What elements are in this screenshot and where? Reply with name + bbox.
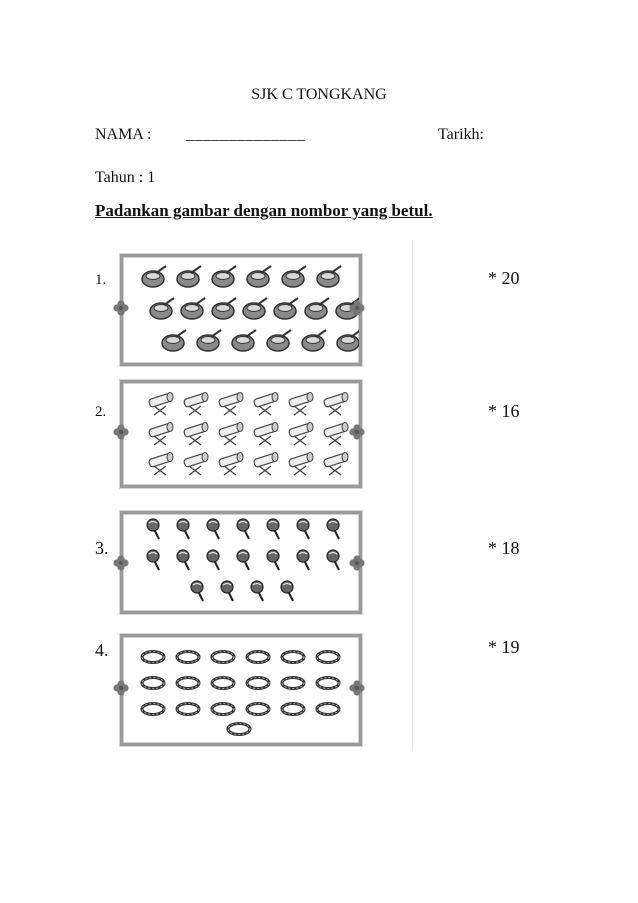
drum-on-stand-icon — [183, 423, 208, 446]
tambourine-ring-icon — [177, 678, 199, 689]
maracas-icon — [327, 519, 339, 539]
cymbal-pots-icon — [243, 298, 267, 319]
maracas-icon — [297, 519, 309, 539]
maracas-icon — [147, 550, 159, 570]
flower-ornament-icon — [113, 300, 129, 316]
drum-on-stand-icon — [218, 423, 243, 446]
cymbal-pots-icon — [274, 298, 298, 319]
answer-option-2[interactable]: * 16 — [488, 401, 520, 421]
cymbal-pots-icon — [247, 266, 271, 287]
question-number-3: 3. — [95, 538, 109, 558]
year-label: Tahun : 1 — [95, 169, 156, 186]
instruction-text: Padankan gambar dengan nombor yang betul. — [95, 201, 433, 220]
cymbal-pots-icon — [317, 266, 341, 287]
picture-frame-3[interactable] — [120, 511, 362, 614]
drum-on-stand-icon — [148, 453, 173, 476]
date-label: Tarikh: — [438, 126, 484, 143]
cymbal-pots-icon — [212, 266, 236, 287]
drum-on-stand-icon — [288, 453, 313, 476]
answer-option-4[interactable]: * 19 — [488, 637, 520, 657]
cymbal-pots-icon — [305, 298, 329, 319]
maracas-icon — [251, 581, 263, 601]
tambourine-ring-icon — [142, 704, 164, 715]
cymbal-pots-icon — [267, 330, 291, 351]
tambourine-ring-icon — [142, 678, 164, 689]
drum-on-stand-icon — [148, 423, 173, 446]
tambourine-ring-icon — [282, 652, 304, 663]
flower-ornament-icon — [113, 555, 129, 571]
column-divider — [412, 240, 413, 750]
cymbal-pots-icon — [337, 330, 359, 351]
flower-ornament-icon — [349, 300, 365, 316]
drum-on-stand-icon — [183, 393, 208, 416]
drum-on-stand-icon — [253, 393, 278, 416]
cymbal-pots-icon — [177, 266, 201, 287]
cymbal-pots-icon — [150, 298, 174, 319]
cymbal-pots-icon — [142, 266, 166, 287]
drum-on-stand-icon — [148, 393, 173, 416]
tambourine-ring-icon — [212, 704, 234, 715]
flower-ornament-icon — [349, 555, 365, 571]
tambourine-ring-icon — [247, 704, 269, 715]
question-number-2: 2. — [95, 404, 107, 420]
tambourine-ring-icon — [142, 652, 164, 663]
tambourine-ring-icon — [212, 652, 234, 663]
answer-option-3[interactable]: * 18 — [488, 538, 520, 558]
maracas-icon — [297, 550, 309, 570]
maracas-icon — [147, 519, 159, 539]
drum-on-stand-icon — [253, 453, 278, 476]
drum-on-stand-icon — [288, 393, 313, 416]
question-number-1: 1. — [95, 272, 107, 288]
maracas-icon — [207, 519, 219, 539]
maracas-icon — [177, 519, 189, 539]
tambourine-ring-icon — [317, 678, 339, 689]
cymbal-pots-icon — [302, 330, 326, 351]
tambourine-ring-icon — [177, 652, 199, 663]
tambourine-ring-icon — [228, 724, 250, 735]
school-name: SJK C TONGKANG — [251, 86, 387, 103]
cymbal-pots-icon — [212, 298, 236, 319]
tambourine-ring-icon — [247, 652, 269, 663]
maracas-icon — [267, 550, 279, 570]
flower-ornament-icon — [349, 680, 365, 696]
tambourine-ring-icon — [247, 678, 269, 689]
tambourine-ring-icon — [177, 704, 199, 715]
maracas-icon — [327, 550, 339, 570]
tambourine-ring-icon — [317, 704, 339, 715]
drum-on-stand-icon — [323, 423, 348, 446]
drum-on-stand-icon — [218, 393, 243, 416]
maracas-icon — [221, 581, 233, 601]
tambourine-ring-icon — [317, 652, 339, 663]
maracas-icon — [281, 581, 293, 601]
drum-on-stand-icon — [183, 453, 208, 476]
picture-frame-4[interactable] — [120, 634, 362, 746]
tambourine-ring-icon — [212, 678, 234, 689]
drum-on-stand-icon — [323, 393, 348, 416]
maracas-icon — [191, 581, 203, 601]
name-label: NAMA : — [95, 126, 152, 143]
drum-on-stand-icon — [218, 453, 243, 476]
name-blank: ______________ — [186, 126, 305, 143]
tambourine-ring-icon — [282, 678, 304, 689]
flower-ornament-icon — [349, 424, 365, 440]
drum-on-stand-icon — [253, 423, 278, 446]
maracas-icon — [207, 550, 219, 570]
answer-option-1[interactable]: * 20 — [488, 268, 520, 288]
cymbal-pots-icon — [197, 330, 221, 351]
maracas-icon — [237, 519, 249, 539]
cymbal-pots-icon — [181, 298, 205, 319]
picture-frame-2[interactable] — [120, 380, 362, 488]
flower-ornament-icon — [113, 680, 129, 696]
maracas-icon — [177, 550, 189, 570]
drum-on-stand-icon — [323, 453, 348, 476]
maracas-icon — [237, 550, 249, 570]
flower-ornament-icon — [113, 424, 129, 440]
drum-on-stand-icon — [288, 423, 313, 446]
maracas-icon — [267, 519, 279, 539]
cymbal-pots-icon — [162, 330, 186, 351]
cymbal-pots-icon — [282, 266, 306, 287]
question-number-4: 4. — [95, 640, 109, 660]
tambourine-ring-icon — [282, 704, 304, 715]
picture-frame-1[interactable] — [120, 254, 362, 366]
cymbal-pots-icon — [232, 330, 256, 351]
